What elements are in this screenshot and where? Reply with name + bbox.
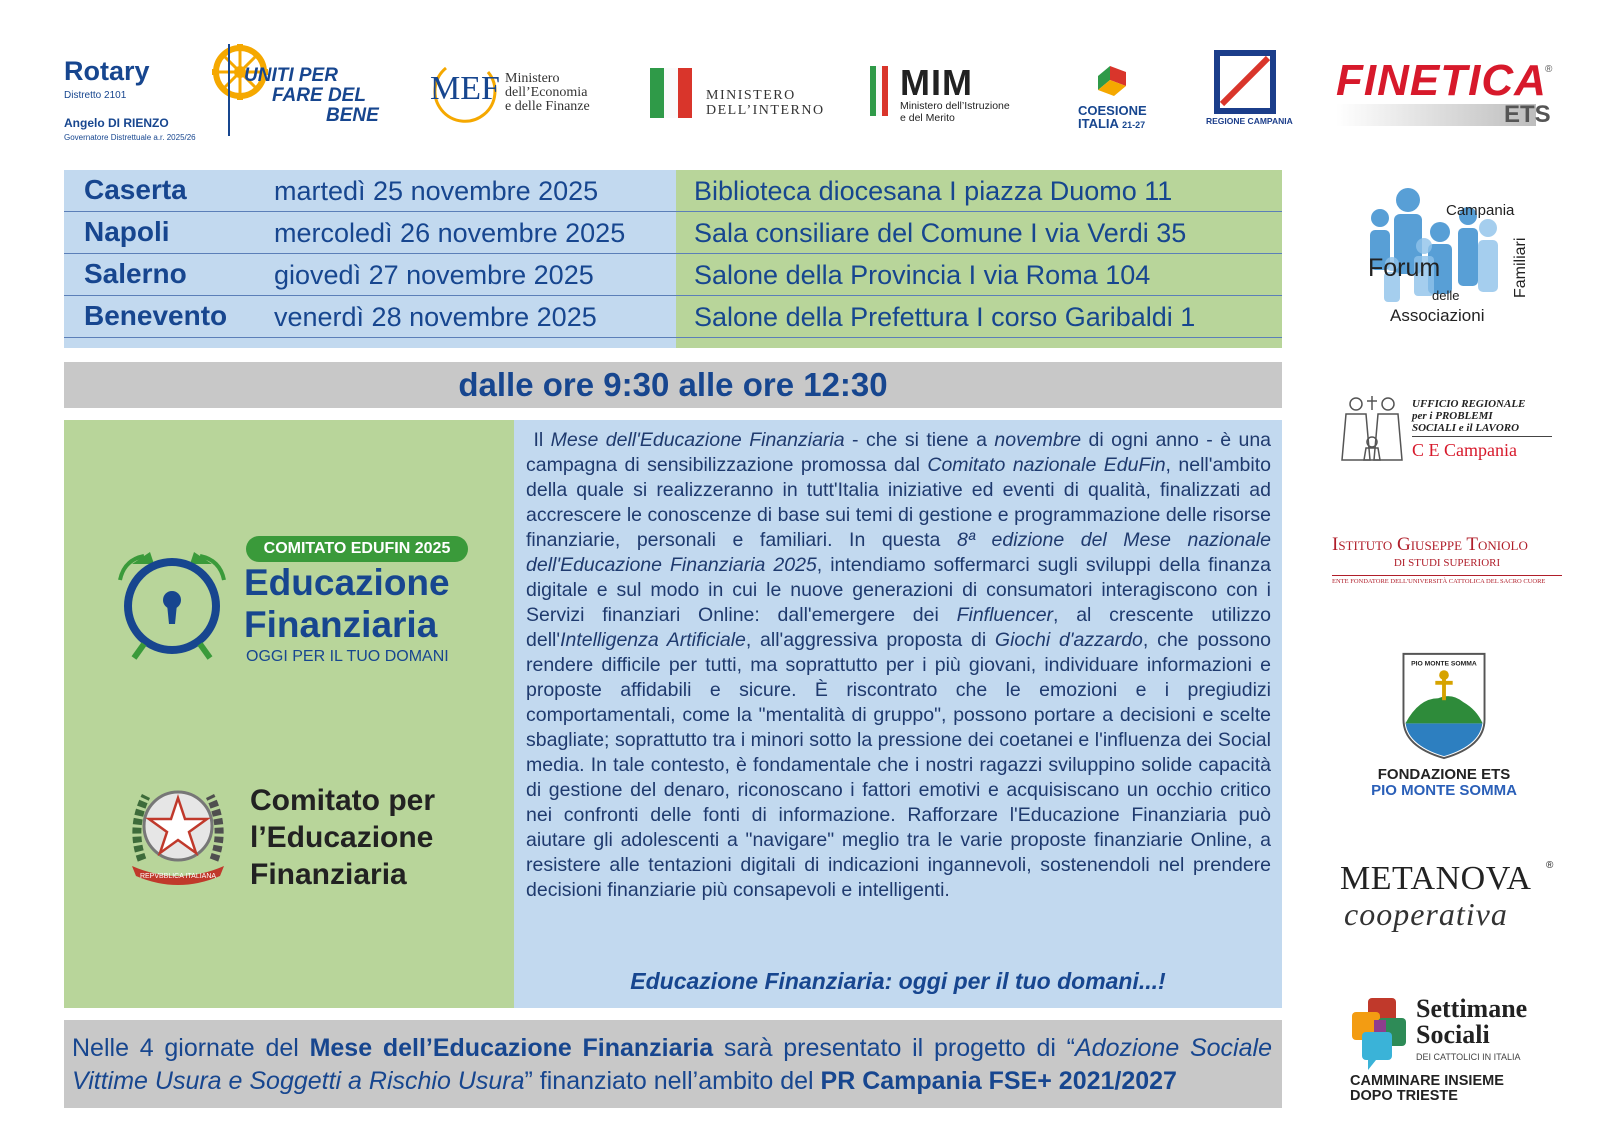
schedule-place: Sala consiliare del Comune I via Verdi 35	[694, 218, 1187, 248]
edufin-title-line2: Finanziaria	[244, 604, 438, 645]
emblem-ribbon-text: REPVBBLICA ITALIANA	[139, 873, 217, 880]
regione-campania-logo	[1206, 50, 1293, 130]
body-text-italic: Mese dell'Educazione Finanziaria	[550, 429, 845, 451]
finetica-ets: ETS	[1504, 101, 1551, 128]
uniti-line2: FARE DEL	[272, 85, 366, 106]
comitato-title	[250, 782, 435, 893]
mef-logo	[430, 60, 610, 130]
finetica-registered: ®	[1545, 64, 1553, 75]
body-text-segment: , all'aggressiva proposta di	[745, 629, 995, 651]
schedule-date: venerdì 28 novembre 2025	[274, 302, 597, 332]
forum-campania: Campania	[1446, 202, 1515, 219]
body-text-italic: 8ª edizione del Mese nazionale dell'Educazione Finanziaria 2025	[526, 529, 1271, 576]
comitato-line1: Comitato per	[250, 784, 436, 817]
forum-associazioni: Associazioni	[1390, 306, 1485, 325]
project-text-bold: Mese dell’Educazione Finanziaria	[309, 1034, 714, 1062]
pio-line2: PIO MONTE SOMMA	[1371, 782, 1517, 799]
ufficio-divider	[1412, 436, 1552, 437]
pio-line1: FONDAZIONE ETS	[1377, 766, 1511, 783]
rotary-logo	[60, 40, 230, 140]
project-text-segment: Nelle 4 giornate del	[72, 1034, 310, 1062]
forum-word: Forum	[1368, 254, 1441, 282]
edufin-subtitle: OGGI PER IL TUO DOMANI	[246, 648, 449, 665]
rotary-governor-role: Governatore Distrettuale a.r. 2025/26	[64, 133, 196, 142]
forum-delle: delle	[1432, 288, 1460, 303]
ufficio-regionale-logo	[1340, 394, 1560, 470]
body-text-segment: Il	[533, 429, 544, 451]
coesione-text	[1078, 104, 1147, 132]
mim-line2: e del Merito	[900, 112, 955, 124]
forum-familiari: Familiari	[1512, 237, 1529, 298]
pio-shield-label: PIO MONTE SOMMA	[1411, 660, 1477, 668]
coesione-italia-logo	[1078, 56, 1158, 136]
edufin-badge: COMITATO EDUFIN 2025	[246, 536, 468, 562]
logos-panel	[64, 420, 514, 1008]
pio-shield-icon	[1398, 650, 1490, 760]
body-text-italic: Intelligenza Artificiale	[560, 629, 746, 651]
ufficio-line3: SOCIALI e il LAVORO	[1412, 422, 1520, 434]
rotary-governor: Angelo DI RIENZO	[64, 116, 169, 130]
project-text-italic: Adozione Sociale Vittime Usura e Soggetti a Rischio Usura	[72, 1034, 1272, 1095]
schedule-row	[64, 254, 1282, 296]
time-banner: dalle ore 9:30 alle ore 12:30	[64, 362, 1282, 408]
regione-shield-icon	[1214, 50, 1276, 114]
project-text-segment: sarà presentato il progetto di “	[713, 1034, 1075, 1062]
mim-logo	[870, 62, 1050, 126]
alarm-clock-icon	[110, 546, 234, 664]
coesione-line1: COESIONE	[1078, 103, 1147, 118]
row-divider	[64, 337, 1282, 338]
metanova-sub: cooperativa	[1344, 896, 1508, 932]
settimane-tag1: CAMMINARE INSIEME	[1350, 1073, 1504, 1089]
body-text-segment: , nell'ambito della quale si realizzeranno in tutt'Italia iniziative ed eventi di qualità, finalizzati ad accrescere le conoscenze di base sui temi di gestione e programmazione delle risorse finanziarie, personali e familiari. In questa	[526, 454, 1272, 551]
pio-monte-somma-logo	[1362, 650, 1522, 810]
mef-line1: Ministero	[505, 71, 560, 86]
project-banner	[64, 1020, 1282, 1108]
toniolo-sub: DI STUDI SUPERIORI	[1393, 557, 1501, 569]
interno-text	[706, 88, 825, 118]
mef-text	[505, 72, 590, 114]
body-text-segment: , al crescente utilizzo dell'	[526, 604, 1271, 651]
settimane-sociali-logo	[1344, 996, 1564, 1106]
settimane-line2: Sociali	[1416, 1020, 1490, 1049]
settimane-tagline	[1350, 1074, 1504, 1104]
schedule-row	[64, 212, 1282, 254]
metanova-registered: ®	[1546, 860, 1554, 871]
project-text	[72, 1032, 1272, 1098]
mim-acronym: MIM	[900, 62, 973, 103]
logo-divider	[228, 44, 230, 136]
toniolo-tagline: ENTE FONDATORE DELL'UNIVERSITÀ CATTOLICA DEL SACRO CUORE	[1332, 575, 1562, 585]
comitato-line3: Finanziaria	[250, 858, 407, 891]
body-text-italic: Comitato nazionale EduFin	[927, 454, 1166, 476]
settimane-title	[1416, 996, 1527, 1048]
schedule-city: Benevento	[84, 300, 228, 331]
interno-line1: MINISTERO	[706, 88, 796, 103]
forum-associazioni-logo	[1364, 188, 1534, 328]
coesione-line2: ITALIA	[1078, 116, 1119, 131]
uniti-per-fare-del-bene-logo	[244, 66, 379, 126]
settimane-sub: DEI CATTOLICI IN ITALIA	[1416, 1052, 1521, 1062]
saints-drawing-icon	[1340, 394, 1406, 466]
ufficio-line1: UFFICIO REGIONALE	[1412, 398, 1526, 410]
istituto-toniolo-logo	[1332, 534, 1562, 584]
mim-line1: Ministero dell’Istruzione	[900, 100, 1010, 112]
schedule-row	[64, 296, 1282, 338]
body-text-segment: , intendiamo soffermarci sugli sviluppi della finanza digitale e sul modo in cui le nuove generazioni di consumatori interagiscono con i Servizi finanziari Online: dall'emergere dei	[526, 554, 1271, 626]
metanova-logo	[1340, 860, 1560, 940]
motto: Educazione Finanziaria: oggi per il tuo domani...!	[630, 968, 1166, 994]
comitato-line2: l’Educazione	[250, 821, 434, 854]
regione-label: REGIONE CAMPANIA	[1206, 116, 1293, 126]
project-text-segment: ” finanziato nell’ambito del	[524, 1067, 821, 1095]
schedule-city: Caserta	[84, 174, 187, 205]
edufin-title-line1: Educazione	[244, 562, 450, 603]
uniti-line3: BENE	[326, 105, 379, 126]
mef-line2: dell’Economia	[505, 85, 588, 100]
coesione-cube-icon	[1088, 56, 1134, 102]
schedule-date: martedì 25 novembre 2025	[274, 176, 599, 206]
body-text-segment: , che possono rendere difficile per tutti, ma soprattutto per i più giovani, individuare informazioni e proposte affidabili e sicure. È riscontrato che le emozioni e i pregiudizi comportamentali, come la "mentalità di gruppo", possono portare a decisioni e scelte sbagliate; soprattutto tra i minori sotto la pressione dei coetanei e l'influenza dei Social media. In tale contesto, è fondamentale che i nostri ragazzi sviluppino solide capacità di gestione del denaro, riconoscano i fattori emotivi e acquisiscano un occhio critico nei confronti delle fonti di informazione. Rafforzare l'Educazione Finanziaria può aiutare gli adolescenti a "navigare" meglio tra le varie proposte finanziarie Online, a resistere alle tentazioni digitali di indicazioni ingannevoli, sostenendoli nel prendere decisioni finanziarie più consapevoli e intelligenti.	[526, 629, 1272, 901]
edufin-title	[244, 562, 450, 646]
schedule-date: mercoledì 26 novembre 2025	[274, 218, 626, 248]
italian-republic-emblem	[126, 774, 230, 891]
emblem-icon	[126, 774, 230, 886]
schedule-city: Salerno	[84, 258, 187, 289]
schedule-row	[64, 170, 1282, 212]
schedule-table	[64, 170, 1282, 348]
italian-flag-icon	[870, 66, 888, 116]
metanova-name: METANOVA	[1340, 860, 1532, 897]
schedule-place: Salone della Prefettura I corso Garibaldi 1	[694, 302, 1196, 332]
ufficio-text	[1412, 398, 1525, 434]
toniolo-name: Istituto Giuseppe Toniolo	[1332, 534, 1528, 555]
ufficio-line2: per i PROBLEMI	[1412, 410, 1493, 422]
project-text-bold: PR Campania FSE+ 2021/2027	[820, 1067, 1177, 1095]
body-text-italic: novembre	[994, 429, 1082, 451]
finetica-name: FINETICA	[1336, 56, 1547, 105]
mef-line3: e delle Finanze	[505, 99, 590, 114]
mef-acronym: MEF	[430, 70, 500, 107]
speech-bubbles-icon	[1348, 996, 1412, 1072]
rotary-district: Distretto 2101	[64, 90, 127, 101]
schedule-city: Napoli	[84, 216, 170, 247]
settimane-tag2: DOPO TRIESTE	[1350, 1088, 1458, 1104]
rotary-name: Rotary	[64, 56, 150, 86]
interno-line2: DELL’INTERNO	[706, 103, 825, 118]
schedule-place: Salone della Provincia I via Roma 104	[694, 260, 1151, 290]
description-text	[526, 428, 1271, 903]
body-text-italic: Finfluencer	[956, 604, 1054, 626]
body-text-italic: Giochi d'azzardo	[994, 629, 1143, 651]
italian-flag-icon	[650, 68, 692, 118]
finetica-logo	[1336, 56, 1556, 136]
body-text-segment: - che si tiene a	[844, 429, 995, 451]
schedule-place: Biblioteca diocesana I piazza Duomo 11	[694, 176, 1173, 206]
body-text-segment: di ogni anno - è una campagna di sensibilizzazione promossa dal	[526, 429, 1272, 476]
schedule-date: giovedì 27 novembre 2025	[274, 260, 594, 290]
uniti-line1: UNITI PER	[244, 65, 338, 86]
edufin-logo	[110, 536, 480, 676]
settimane-line1: Settimane	[1416, 994, 1528, 1023]
mim-text	[900, 100, 1010, 124]
ufficio-ce-campania: C E Campania	[1412, 440, 1517, 460]
coesione-years: 21-27	[1122, 120, 1146, 130]
ministero-interno-logo	[650, 68, 830, 128]
